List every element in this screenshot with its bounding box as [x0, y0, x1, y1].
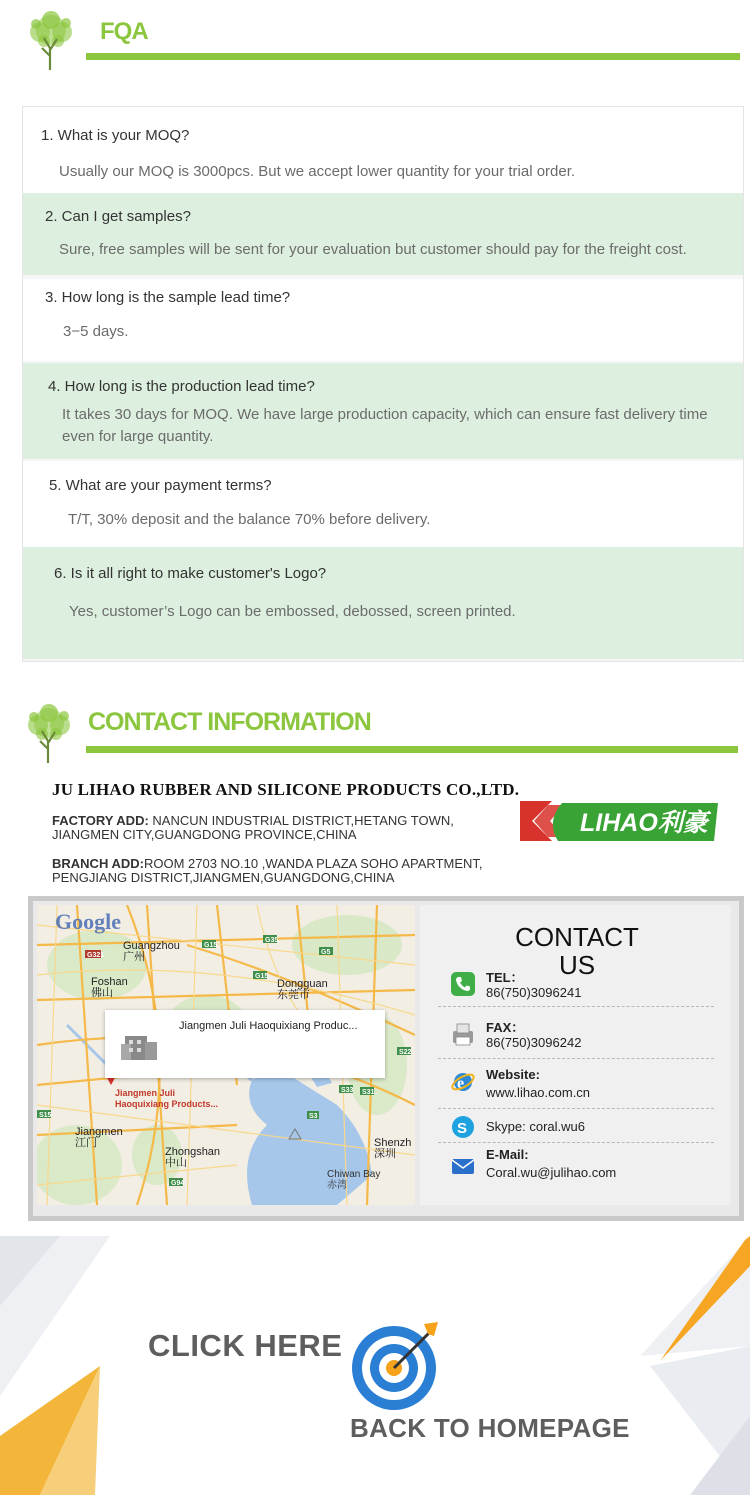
- factory-address: [52, 814, 512, 842]
- map-place-shenzhen: Shenzh 深圳: [374, 1137, 412, 1160]
- map-place-chiwan-bay: Chiwan Bay 赤湾: [327, 1169, 381, 1191]
- faq-question: 5. What are your payment terms?: [49, 477, 272, 494]
- divider: [438, 1058, 714, 1059]
- svg-text:G15: G15: [204, 942, 218, 949]
- tree-logo-icon: [22, 8, 80, 72]
- factory-address-label: FACTORY ADD:: [52, 813, 149, 828]
- map-pin-label: Jiangmen Juli Haoquixiang Products...: [115, 1088, 219, 1109]
- faq-item-1: [23, 107, 743, 193]
- email-icon: [450, 1153, 476, 1179]
- map-place-guangzhou: Guangzhou 广州: [123, 940, 180, 963]
- contact-fax: [438, 1011, 714, 1059]
- map-info-popup[interactable]: [105, 1010, 385, 1078]
- svg-text:G94: G94: [171, 1180, 185, 1187]
- faq-answer: Yes, customer’s Logo can be embossed, debossed, screen printed.: [69, 603, 516, 620]
- contact-title-rule: [86, 746, 738, 753]
- logo-text: LIHAO利豪: [580, 809, 708, 837]
- email-label: E-Mail:: [486, 1147, 529, 1162]
- faq-item-3: [23, 279, 743, 361]
- svg-text:G15: G15: [255, 973, 269, 980]
- divider: [438, 1006, 714, 1007]
- company-name: JU LIHAO RUBBER AND SILICONE PRODUCTS CO.,LTD.: [52, 780, 520, 799]
- faq-title-rule: [86, 53, 740, 60]
- svg-text:G35: G35: [265, 937, 279, 944]
- divider: [438, 1108, 714, 1109]
- map-place-zhongshan: Zhongshan 中山: [165, 1146, 221, 1169]
- tel-value: 86(750)3096241: [486, 985, 582, 1000]
- fax-label: FAX：: [486, 1020, 525, 1035]
- skype-icon: [450, 1114, 476, 1140]
- map-popup-title: Jiangmen Juli Haoquixiang Produc...: [179, 1020, 358, 1032]
- contact-us-title: CONTACT US: [515, 922, 639, 980]
- faq-question: 4. How long is the production lead time?: [48, 378, 315, 395]
- faq-question: 1. What is your MOQ?: [41, 127, 190, 144]
- google-logo: Google: [55, 909, 121, 934]
- website-label: Website:: [486, 1067, 540, 1082]
- website-link[interactable]: www.lihao.com.cn: [486, 1085, 591, 1100]
- branch-address: [52, 857, 512, 885]
- svg-text:G5: G5: [321, 949, 331, 956]
- email-link[interactable]: Coral.wu@julihao.com: [486, 1165, 617, 1180]
- skype-value[interactable]: Skype: coral.wu6: [486, 1119, 585, 1134]
- faq-question: 6. Is it all right to make customer's Logo?: [54, 565, 327, 582]
- fax-icon: [450, 1021, 476, 1047]
- faq-answer: T/T, 30% deposit and the balance 70% before delivery.: [68, 511, 431, 528]
- fax-value: 86(750)3096242: [486, 1035, 582, 1050]
- svg-text:S31: S31: [362, 1089, 375, 1096]
- contact-title: CONTACT INFORMATION: [88, 708, 371, 736]
- lihao-logo: [518, 795, 720, 845]
- svg-text:S3: S3: [309, 1113, 318, 1120]
- faq-question: 2. Can I get samples?: [45, 208, 191, 225]
- faq-answer: It takes 30 days for MOQ. We have large production capacity, which can ensure fast delivery time even for large quantity.: [62, 406, 708, 445]
- target-bullseye-icon[interactable]: [346, 1320, 446, 1412]
- faq-answer: 3−5 days.: [63, 323, 129, 340]
- divider: [438, 1142, 714, 1143]
- faq-list: [22, 106, 744, 662]
- back-to-homepage-link[interactable]: BACK TO HOMEPAGE: [350, 1413, 630, 1443]
- branch-address-label: BRANCH ADD:: [52, 856, 144, 871]
- svg-text:S: S: [457, 1120, 468, 1137]
- contact-website: [438, 1063, 714, 1109]
- factory-address-value: NANCUN INDUSTRIAL DISTRICT,HETANG TOWN, JIANGMEN CITY,GUANGDONG PROVINCE,CHINA: [52, 813, 454, 842]
- faq-question: 3. How long is the sample lead time?: [45, 289, 291, 306]
- faq-item-2: [23, 193, 743, 275]
- map-place-jiangmen: Jiangmen 江门: [75, 1126, 123, 1149]
- building-icon: [119, 1024, 159, 1062]
- svg-text:e: e: [457, 1075, 465, 1092]
- phone-icon: [450, 971, 476, 997]
- map-place-foshan: Foshan 佛山: [91, 976, 128, 999]
- faq-title: FQA: [100, 18, 148, 45]
- map-place-dongguan: Dongguan 东莞市: [277, 978, 328, 1001]
- tel-label: TEL：: [486, 970, 524, 985]
- contact-email: [438, 1145, 714, 1189]
- internet-explorer-icon: [450, 1069, 476, 1095]
- faq-answer: Sure, free samples will be sent for your evaluation but customer should pay for the freight cost.: [59, 241, 687, 258]
- faq-item-5: [23, 461, 743, 547]
- branch-address-value: ROOM 2703 NO.10 ,WANDA PLAZA SOHO APARTMENT, PENGJIANG DISTRICT,JIANGMEN,GUANGDONG,CHINA: [52, 856, 483, 885]
- svg-text:S22: S22: [399, 1049, 412, 1056]
- location-map[interactable]: [37, 905, 415, 1205]
- contact-us-panel: [420, 905, 731, 1205]
- faq-item-6: [23, 547, 743, 659]
- contact-skype: [438, 1111, 714, 1143]
- faq-answer: Usually our MOQ is 3000pcs. But we accept lower quantity for your trial order.: [59, 163, 576, 180]
- click-here-button[interactable]: CLICK HERE: [148, 1328, 343, 1363]
- svg-text:S15: S15: [39, 1112, 52, 1119]
- tree-logo-icon: [20, 700, 78, 766]
- svg-text:S33: S33: [341, 1087, 354, 1094]
- faq-item-4: [23, 363, 743, 459]
- svg-text:G321: G321: [87, 952, 105, 959]
- contact-tel: [438, 963, 714, 1007]
